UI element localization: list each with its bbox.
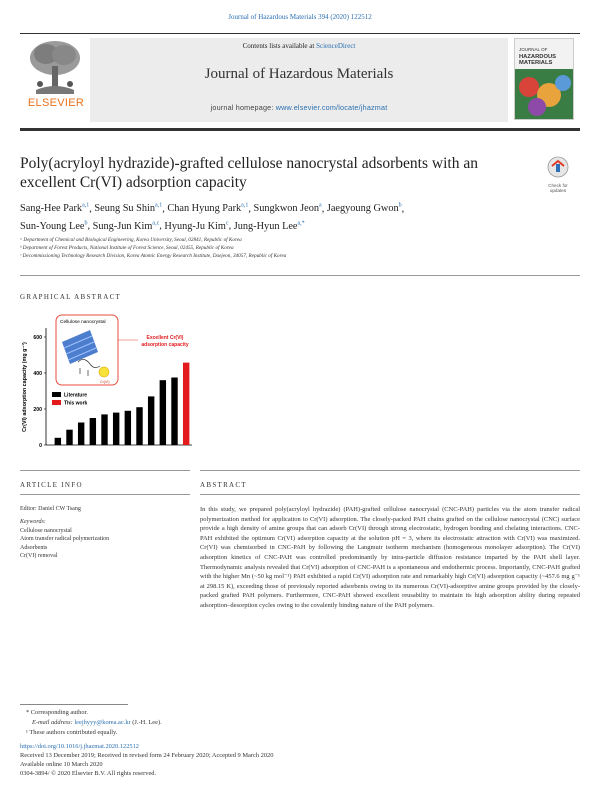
contents-prefix: Contents lists available at bbox=[242, 42, 317, 50]
corresponding-author: * Corresponding author. bbox=[26, 709, 88, 716]
y-ticks bbox=[33, 335, 46, 449]
cover-title bbox=[519, 47, 556, 67]
keyword-list bbox=[20, 527, 190, 561]
email-suffix: (J.-H. Lee). bbox=[130, 719, 162, 726]
bar-literature bbox=[66, 430, 72, 445]
homepage-prefix: journal homepage: bbox=[210, 103, 276, 112]
journal-name: Journal of Hazardous Materials bbox=[204, 66, 394, 82]
bar-literature bbox=[55, 438, 61, 445]
divider bbox=[20, 494, 190, 495]
legend-this-work: This work bbox=[64, 400, 88, 407]
homepage-link[interactable]: www.elsevier.com/locate/jhazmat bbox=[275, 103, 388, 112]
bar-literature bbox=[136, 407, 142, 445]
journal-homepage bbox=[90, 103, 508, 112]
graphical-abstract-chart bbox=[20, 312, 200, 452]
abstract-body: In this study, we prepared poly(acryloyl hydrazide) (PAH)-grafted cellulose nanocrystal (CNC-PAH) particles via the atom transfer radical polymerization method for application to Cr(VI) adsorption. The closely-packed PAH chains grafted on the cellulose nanocrystal (CNC) surface provide a high density of amine groups that can adsorb Cr(VI) through strong electrostatic, hydrogen bonding and chelating interactions. CNC-PAH exhibited the optimum Cr(VI) adsorption capacity at the solution pH = 3, where its electrostatic attraction with Cr(VI) was maximized. Cr(VI) was chemisorbed in CNC-PAH by following the Langmuir isotherm mechanism (homogeneous monolayer adsorption). The Cr(VI) adsorption kinetics of CNC-PAH was controlled predominantly by intra-particle diffusion resistance imparted by the PAH shell layer. Thermodynamic analysis revealed that Cr(VI) adsorption of CNC-PAH is a spontaneous and endothermic process. Importantly, CNC-PAH grafted with the higher Mn (~50 kg mol⁻¹) PAH exhibited a rapid Cr(VI) adsorption rate and remarkably high Cr(VI) adsorption capacity (~457.6 mg g⁻¹ at 298.15 K), exceeding those of previously reported adsorbents owing to its numerous Cr(VI)-adsorptive amine groups provided by the closely-packed grafted PAH polymers. Furthermore, CNC-PAH showed excellent reusability to maintain its high adsorption ability during repeated adsorption–desorption cycles owing to the covalently binding nature of the PAH polymers. bbox=[200, 506, 580, 609]
journal-reference[interactable]: Journal of Hazardous Materials 394 (2020) 122512 bbox=[228, 13, 372, 21]
keyword: Cellulose nanocrystal bbox=[20, 528, 72, 534]
author[interactable]: Sungkwon Jeon$^a$ bbox=[253, 203, 322, 215]
online-date: Available online 10 March 2020 bbox=[20, 761, 103, 768]
contents-line bbox=[90, 42, 508, 50]
y-tick-label: 600 bbox=[33, 334, 42, 341]
copyright: 0304-3894/ © 2020 Elsevier B.V. All rights reserved. bbox=[20, 770, 157, 777]
graphical-abstract-heading: GRAPHICAL ABSTRACT bbox=[20, 293, 122, 301]
editor-line: Editor: Daniel CW Tsang bbox=[20, 506, 81, 512]
affiliation-b: ᵇ Department of Forest Products, National Institute of Forest Science, Seoul, 02455, Republic of Korea bbox=[20, 245, 234, 251]
bar-literature bbox=[125, 411, 131, 445]
y-tick-label: 200 bbox=[33, 406, 42, 413]
y-axis-label: Cr(VI) adsorption capacity (mg g⁻¹) bbox=[22, 342, 28, 432]
legend-literature: Literature bbox=[64, 392, 88, 399]
publisher-name: ELSEVIER bbox=[27, 97, 85, 109]
legend-swatch-this-work bbox=[52, 400, 61, 405]
check-updates-icon bbox=[542, 156, 574, 178]
cover-title-line3: MATERIALS bbox=[519, 60, 553, 67]
divider bbox=[200, 470, 580, 471]
doi-link[interactable]: https://doi.org/10.1016/j.jhazmat.2020.122512 bbox=[20, 743, 139, 750]
article-title: Poly(acryloyl hydrazide)-grafted cellulose nanocrystal adsorbents with an excellent Cr(VI) adsorption capacity bbox=[20, 155, 478, 191]
bar-literature bbox=[160, 380, 166, 445]
bar-literature bbox=[78, 423, 84, 446]
bar-literature bbox=[148, 396, 154, 445]
email-link[interactable]: leejhyyy@korea.ac.kr bbox=[74, 719, 131, 726]
badge-line1: Check for bbox=[548, 183, 568, 188]
author[interactable]: Sun-Young Lee$^b$ bbox=[20, 220, 88, 232]
bar-this-work bbox=[183, 363, 189, 445]
abstract-heading: ABSTRACT bbox=[200, 481, 247, 489]
y-tick-label: 0 bbox=[39, 442, 42, 449]
email-line bbox=[32, 719, 162, 726]
author[interactable]: Sung-Jun Kim$^{a,c}$ bbox=[92, 220, 160, 232]
cr-vi-particle bbox=[99, 367, 109, 377]
callout-line1: Excellent Cr(VI) bbox=[146, 335, 184, 341]
author[interactable]: Seung Su Shin$^{a,1}$ bbox=[94, 203, 163, 215]
author[interactable]: Sang-Hee Park$^{a,1}$ bbox=[20, 203, 90, 215]
badge-line2: updates bbox=[549, 188, 567, 193]
keyword: Adsorbents bbox=[20, 544, 48, 551]
email-label: E-mail address: bbox=[32, 719, 75, 726]
elsevier-tree-logo bbox=[26, 38, 84, 96]
divider bbox=[20, 275, 580, 276]
cover-title-line2: HAZARDOUS bbox=[519, 53, 557, 60]
equal-contribution-note: ¹ These authors contributed equally. bbox=[26, 729, 118, 736]
sciencedirect-link[interactable]: ScienceDirect bbox=[316, 42, 356, 50]
keyword: Atom transfer radical polymerization bbox=[20, 536, 110, 543]
cover-title-line1: JOURNAL OF bbox=[519, 47, 548, 52]
bar-literature bbox=[171, 378, 177, 446]
affiliation-a: ᵃ Department of Chemical and Biological Engineering, Korea University, Seoul, 02841, Republic of Korea bbox=[20, 237, 242, 243]
author[interactable]: Jaegyoung Gwon$^b$ bbox=[326, 203, 402, 215]
legend-swatch-literature bbox=[52, 392, 61, 397]
article-info-heading: ARTICLE INFO bbox=[20, 481, 83, 489]
keyword: Cr(VI) removal bbox=[20, 553, 58, 560]
divider bbox=[20, 470, 190, 471]
journal-cover bbox=[514, 38, 574, 120]
bar-literature bbox=[113, 413, 119, 445]
author-list: Sang-Hee Park$^{a,1}$, Seung Su Shin$^{a,1}$, Chan Hyung Park$^{a,1}$, Sungkwon Jeon$^a$, Jaegyoung Gwon$^b$, Sun-Young Lee$^b$, Sung-Jun Kim$^{a,c}$, Hyung-Ju Kim$^c$, Jung-Hyun Lee$^{a,*}$ bbox=[20, 203, 405, 232]
received-dates: Received 13 December 2019; Received in revised form 24 February 2020; Accepted 9 March 2020 bbox=[20, 752, 274, 759]
callout-line2: adsorption capacity bbox=[141, 342, 189, 348]
keywords-label: Keywords: bbox=[20, 519, 46, 525]
author[interactable]: Chan Hyung Park$^{a,1}$ bbox=[167, 203, 249, 215]
affiliation-c: ᶜ Decommissioning Technology Research Division, Korea Atomic Energy Research Institute, Daejeon, 34057, Republic of Korea bbox=[20, 253, 287, 259]
bar-literature bbox=[90, 418, 96, 445]
divider bbox=[200, 494, 580, 495]
author[interactable]: Hyung-Ju Kim$^c$ bbox=[164, 220, 229, 232]
inset-cr-label: Cr(VI) bbox=[100, 380, 110, 384]
footnote-divider bbox=[20, 704, 128, 705]
y-tick-label: 400 bbox=[33, 370, 42, 377]
bar-literature bbox=[101, 414, 107, 445]
inset-title: Cellulose nanocrystal bbox=[60, 320, 106, 325]
check-for-updates-badge[interactable] bbox=[542, 156, 574, 193]
author[interactable]: Jung-Hyun Lee$^{a,*}$ bbox=[233, 220, 305, 232]
